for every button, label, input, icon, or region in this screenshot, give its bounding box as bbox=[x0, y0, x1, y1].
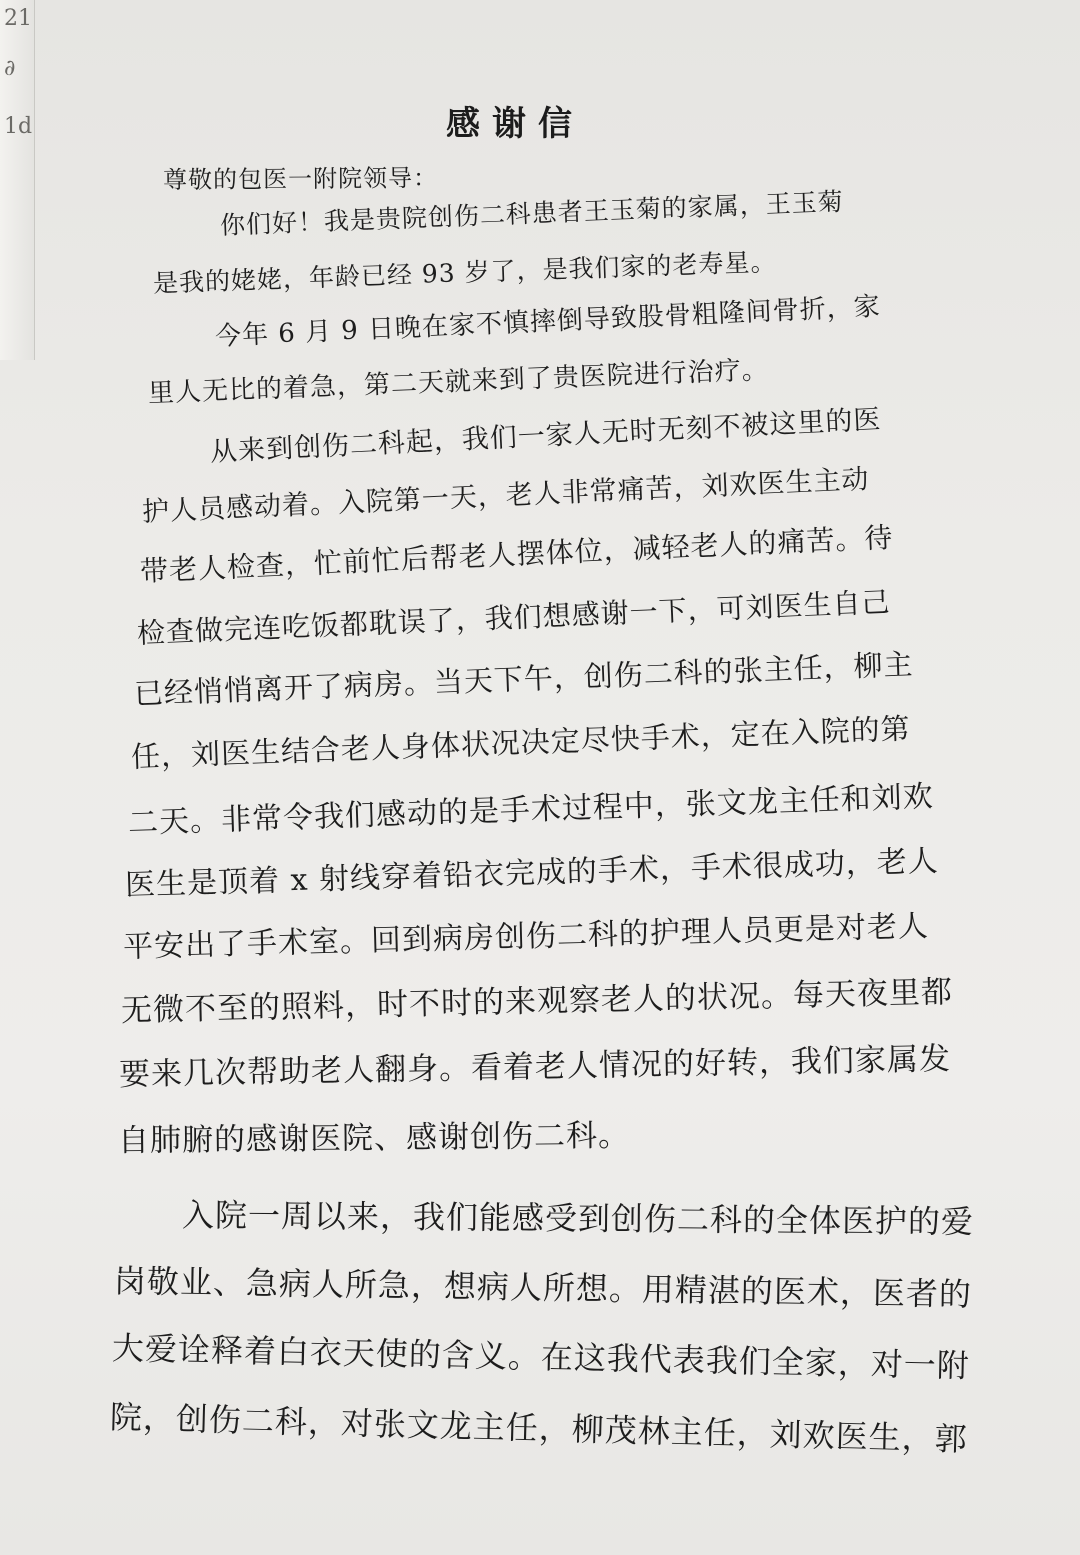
text-line: 入院一周以来，我们能感受到创伤二科的全体医护的爱 bbox=[181, 1196, 975, 1241]
text-line: 带老人检查，忙前忙后帮老人摆体位，减轻老人的痛苦。待 bbox=[139, 520, 895, 588]
salutation: 尊敬的包医一附院领导： bbox=[162, 164, 439, 194]
text-line: 今年 6 月 9 日晚在家不慎摔倒导致股骨粗隆间骨折，家 bbox=[214, 291, 882, 352]
text-line: 从来到创伤二科起，我们一家人无时无刻不被这里的医 bbox=[209, 404, 883, 468]
text-line: 大爱诠释着白衣天使的含义。在这我代表我们全家，对一附 bbox=[111, 1329, 971, 1385]
text-line: 护人员感动着。入院第一天，老人非常痛苦，刘欢医生主动 bbox=[141, 463, 871, 528]
margin-mark: ∂ bbox=[4, 56, 16, 81]
text-line: 院，创伤二科，对张文龙主任，柳茂林主任，刘欢医生，郭 bbox=[109, 1398, 969, 1459]
text-line: 检查做完连吃饭都耽误了，我们想感谢一下，可刘医生自己 bbox=[136, 585, 892, 650]
text-line: 自肺腑的感谢医院、感谢创伤二科。 bbox=[117, 1117, 631, 1159]
text-line: 二天。非常令我们感动的是手术过程中，张文龙主任和刘欢 bbox=[127, 779, 935, 841]
text-line: 岗敬业、急病人所急，想病人所想。用精湛的医术，医者的 bbox=[113, 1262, 973, 1314]
margin-mark: 1d bbox=[4, 114, 33, 139]
letter-title: 感谢信 bbox=[446, 104, 584, 144]
text-line: 你们好！我是贵院创伤二科患者王玉菊的家属，王玉菊 bbox=[219, 187, 845, 240]
text-line: 平安出了手术室。回到病房创伤二科的护理人员更是对老人 bbox=[122, 908, 930, 965]
text-line: 里人无比的着急，第二天就来到了贵医院进行治疗。 bbox=[147, 355, 770, 409]
text-line: 无微不至的照料，时不时的来观察老人的状况。每天夜里都 bbox=[120, 974, 954, 1029]
text-line: 已经悄悄离开了病房。当天下午，创伤二科的张主任，柳主 bbox=[133, 647, 915, 711]
margin-mark: 21 bbox=[4, 6, 32, 31]
text-line: 是我的姥姥，年龄已经 93 岁了，是我们家的老寿星。 bbox=[152, 247, 777, 298]
text-line: 任，刘医生结合老人身体状况决定尽快手术，定在入院的第 bbox=[130, 711, 912, 774]
text-line: 要来几次帮助老人翻身。看着老人情况的好转，我们家属发 bbox=[118, 1041, 952, 1093]
text-line: 医生是顶着 x 射线穿着铅衣完成的手术，手术很成功，老人 bbox=[124, 843, 940, 903]
